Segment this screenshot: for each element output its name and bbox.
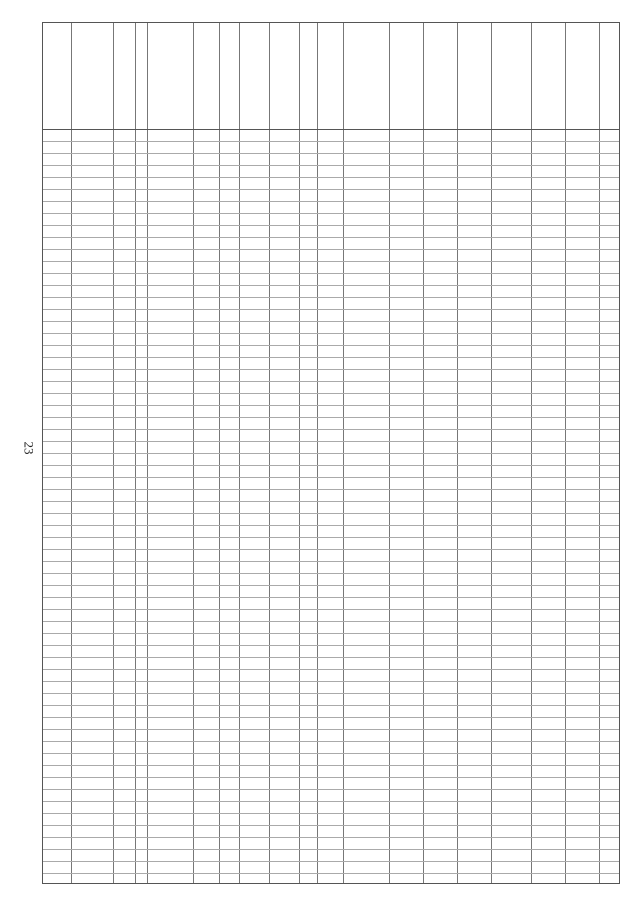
- table-row-rule: [43, 549, 619, 550]
- table-row-rule: [43, 165, 619, 166]
- table-row-rule: [43, 597, 619, 598]
- table-row-rule: [43, 501, 619, 502]
- table-row-rule: [43, 333, 619, 334]
- table-row-rule: [43, 141, 619, 142]
- rotated-data-table: [42, 22, 620, 884]
- table-row-rule: [43, 621, 619, 622]
- table-row-rule: [43, 789, 619, 790]
- table-row-rule: [43, 813, 619, 814]
- table-row-rule: [43, 849, 619, 850]
- table-row-rule: [43, 477, 619, 478]
- table-row-rule: [43, 561, 619, 562]
- table-row-rule: [43, 729, 619, 730]
- table-row-rule: [43, 657, 619, 658]
- table-row-rule: [43, 645, 619, 646]
- table-row-rule: [43, 513, 619, 514]
- table-row-rule: [43, 825, 619, 826]
- table-row-rule: [43, 681, 619, 682]
- table-row-rule: [43, 381, 619, 382]
- table-header-rule: [43, 129, 619, 130]
- table-row-rule: [43, 213, 619, 214]
- table-row-rule: [43, 453, 619, 454]
- table-row-rule: [43, 153, 619, 154]
- table-row-rule: [43, 309, 619, 310]
- table-row-rule: [43, 693, 619, 694]
- table-row-rule: [43, 261, 619, 262]
- table-row-rule: [43, 285, 619, 286]
- table-row-rule: [43, 753, 619, 754]
- table-row-rule: [43, 765, 619, 766]
- table-row-rule: [43, 705, 619, 706]
- table-row-rule: [43, 633, 619, 634]
- table-row-rule: [43, 837, 619, 838]
- table-row-rule: [43, 741, 619, 742]
- table-row-rule: [43, 297, 619, 298]
- table-row-rule: [43, 801, 619, 802]
- table-row-rule: [43, 669, 619, 670]
- table-row-rule: [43, 237, 619, 238]
- table-row-rule: [43, 609, 619, 610]
- table-row-rule: [43, 873, 619, 874]
- table-row-rule: [43, 321, 619, 322]
- table-row-rule: [43, 201, 619, 202]
- table-row-rule: [43, 369, 619, 370]
- table-row-rule: [43, 717, 619, 718]
- table-row-rule: [43, 573, 619, 574]
- table-row-rule: [43, 345, 619, 346]
- table-row-rule: [43, 417, 619, 418]
- table-row-rule: [43, 225, 619, 226]
- table-row-rule: [43, 489, 619, 490]
- table-row-rule: [43, 537, 619, 538]
- page-number: 23: [21, 441, 37, 455]
- table-row-rule: [43, 861, 619, 862]
- table-row-rule: [43, 357, 619, 358]
- table-row-rule: [43, 405, 619, 406]
- table-row-rule: [43, 525, 619, 526]
- table-row-rule: [43, 189, 619, 190]
- table-row-rule: [43, 465, 619, 466]
- table-row-rule: [43, 441, 619, 442]
- table-row-rule: [43, 777, 619, 778]
- table-row-rule: [43, 177, 619, 178]
- table-row-rule: [43, 429, 619, 430]
- table-row-rule: [43, 393, 619, 394]
- table-row-rule: [43, 273, 619, 274]
- table-row-rule: [43, 585, 619, 586]
- table-row-rule: [43, 249, 619, 250]
